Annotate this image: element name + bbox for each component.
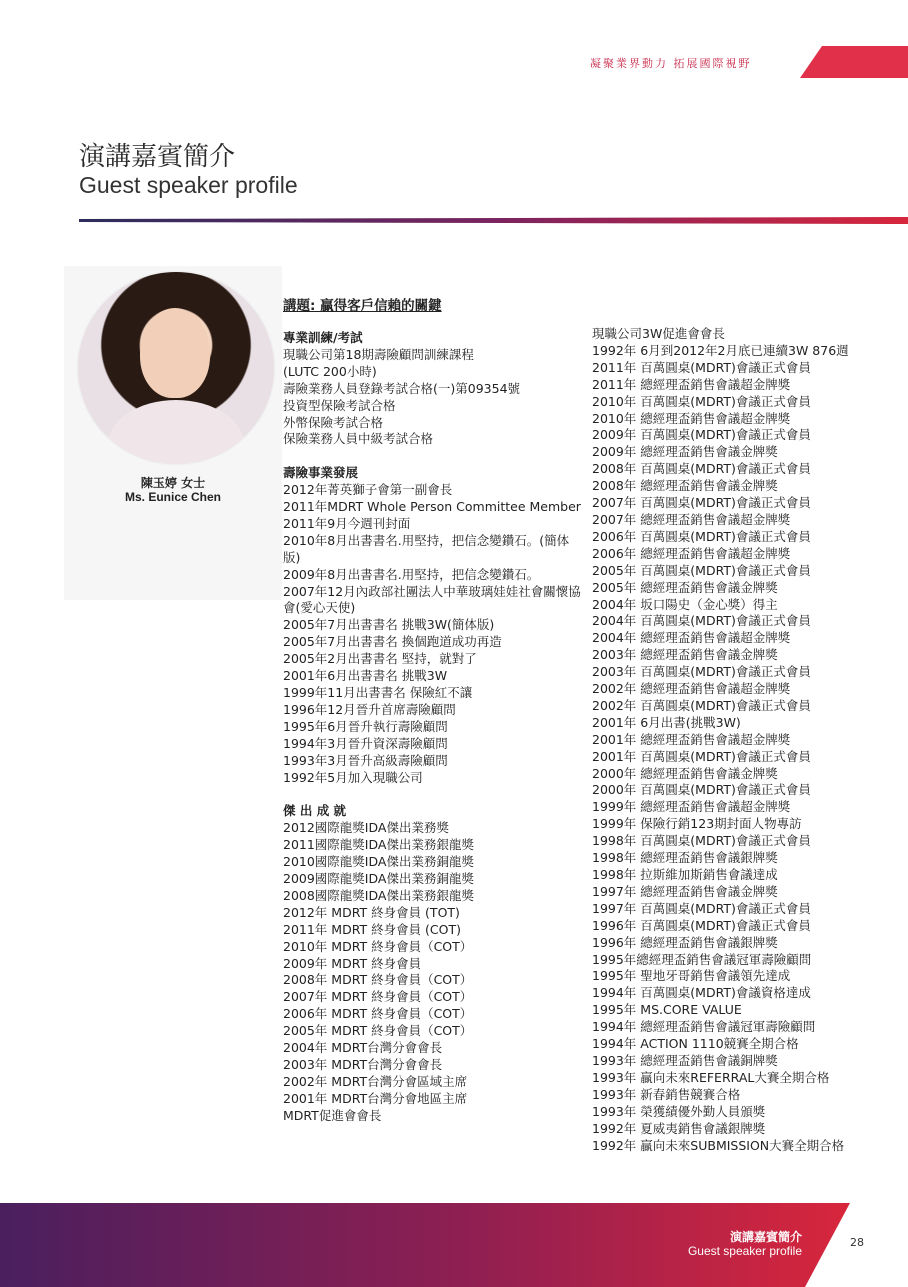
list-item: 1998年 拉斯維加斯銷售會議達成 — [592, 867, 778, 882]
list-item: 1998年 百萬圓桌(MDRT)會議正式會員 — [592, 833, 811, 849]
list-item: 2009年8月出書書名.用堅持，把信念變鑽石。 — [283, 566, 540, 582]
list-item: 2010年 百萬圓桌(MDRT)會議正式會員 — [592, 393, 811, 409]
list-item: 2004年 總經理盃銷售會議超金牌獎 — [592, 630, 791, 646]
list-item: 2012年 MDRT 終身會員 (TOT) — [283, 904, 460, 920]
list-item: 2009年 總經理盃銷售會議金牌獎 — [592, 444, 778, 460]
list-item: 2008年 MDRT 終身會員（COT） — [283, 972, 473, 988]
list-item: 1993年 贏向未來REFERRAL大賽全期合格 — [592, 1069, 830, 1085]
list-item: 2008年 百萬圓桌(MDRT)會議正式會員 — [592, 461, 811, 477]
list-item: 2006年 總經理盃銷售會議超金牌獎 — [592, 545, 791, 561]
list-item: 1994年 ACTION 1110競賽全期合格 — [592, 1036, 799, 1052]
list-item: 2004年 坂口陽史（金心獎）得主 — [592, 596, 778, 612]
list-item: 1994年 總經理盃銷售會議冠軍壽險顧問 — [592, 1019, 816, 1035]
list-item: 2010國際龍獎IDA傑出業務銅龍獎 — [283, 854, 474, 870]
title-divider — [79, 217, 908, 224]
list-item: 1993年 榮獲績優外勤人員頒獎 — [592, 1103, 766, 1119]
training-heading: 專業訓練/考試 — [283, 330, 363, 345]
list-item: 1994年3月晉升資深壽險顧問 — [283, 735, 448, 751]
list-item: 2004年 百萬圓桌(MDRT)會議正式會員 — [592, 613, 811, 629]
list-item: 2011國際龍獎IDA傑出業務銀龍獎 — [283, 837, 474, 853]
list-item: 2011年MDRT Whole Person Committee Member — [283, 499, 581, 515]
speaker-name-en: Ms. Eunice Chen — [124, 490, 222, 504]
list-item: 2011年 總經理盃銷售會議超金牌獎 — [592, 376, 791, 392]
list-item: 2001年 百萬圓桌(MDRT)會議正式會員 — [592, 748, 811, 764]
list-item: 1992年 6月到2012年2月底已連續3W 876週 — [592, 342, 849, 358]
header-slogan: 凝聚業界動力 拓展國際視野 — [590, 57, 752, 70]
list-item: 外幣保險考試合格 — [283, 414, 384, 430]
speaker-photo — [78, 272, 274, 464]
achievements-list — [283, 820, 583, 1124]
list-item: 投資型保險考試合格 — [283, 397, 396, 413]
list-item: 2007年 MDRT 終身會員（COT） — [283, 989, 473, 1005]
list-item: 1998年 總經理盃銷售會議銀牌獎 — [592, 850, 778, 866]
page-number: 28 — [850, 1236, 864, 1249]
list-item: 2006年 百萬圓桌(MDRT)會議正式會員 — [592, 528, 811, 544]
list-item: 2006年 MDRT 終身會員（COT） — [283, 1006, 473, 1022]
list-item: 2007年12月內政部社團法人中華玻璃娃娃社會關懷協會(愛心天使) — [283, 583, 581, 616]
speech-topic: 講題: 贏得客戶信賴的關鍵 — [283, 298, 442, 314]
list-item: 2002年 MDRT台灣分會區域主席 — [283, 1073, 468, 1089]
list-item: 2010年 總經理盃銷售會議超金牌獎 — [592, 410, 791, 426]
list-item: 2004年 MDRT台灣分會會長 — [283, 1040, 443, 1056]
list-item: 2011年 MDRT 終身會員 (COT) — [283, 921, 462, 937]
career-list — [283, 482, 583, 786]
honors-list — [592, 326, 892, 1154]
list-item: 2009國際龍獎IDA傑出業務銅龍獎 — [283, 870, 474, 886]
list-item: 2008國際龍獎IDA傑出業務銀龍獎 — [283, 887, 474, 903]
header-accent-bar — [800, 46, 908, 78]
speaker-name-zh: 陳玉婷 女士 — [140, 476, 206, 490]
footer-title-zh: 演講嘉賓簡介 — [729, 1230, 802, 1244]
career-heading: 壽險事業發展 — [283, 465, 359, 481]
profile-right-column — [592, 326, 892, 1154]
list-item: 2007年 總經理盃銷售會議超金牌獎 — [592, 511, 791, 527]
list-item: 1999年 總經理盃銷售會議超金牌獎 — [592, 799, 791, 815]
list-item: 2001年 總經理盃銷售會議超金牌獎 — [592, 731, 791, 747]
list-item: 2010年 MDRT 終身會員（COT） — [283, 938, 473, 954]
list-item: 1995年總經理盃銷售會議冠軍壽險顧問 — [592, 951, 812, 967]
list-item: 2002年 百萬圓桌(MDRT)會議正式會員 — [592, 697, 811, 713]
page-title-zh: 演講嘉賓簡介 — [79, 142, 236, 172]
list-item: 2000年 百萬圓桌(MDRT)會議正式會員 — [592, 782, 811, 798]
list-item: 2001年 6月出書(挑戰3W) — [592, 714, 741, 730]
list-item: 1999年11月出書書名 保險紅不讓 — [283, 685, 473, 701]
list-item: 1994年 百萬圓桌(MDRT)會議資格達成 — [592, 985, 811, 1001]
list-item: 2005年 MDRT 終身會員（COT） — [283, 1023, 473, 1039]
profile-left-column — [283, 330, 583, 1125]
list-item: 2009年 MDRT 終身會員 — [283, 955, 422, 971]
list-item: 2011年 百萬圓桌(MDRT)會議正式會員 — [592, 359, 811, 375]
list-item: 2001年 MDRT台灣分會地區主席 — [283, 1090, 468, 1106]
list-item: 2003年 百萬圓桌(MDRT)會議正式會員 — [592, 664, 811, 680]
list-item: 壽險業務人員登錄考試合格(一)第09354號 — [283, 380, 521, 396]
achievements-heading: 傑 出 成 就 — [283, 803, 347, 819]
list-item: 1999年 保險行銷123期封面人物專訪 — [592, 816, 802, 832]
list-item: 1992年 夏威夷銷售會議銀牌獎 — [592, 1120, 766, 1136]
list-item: 1997年 百萬圓桌(MDRT)會議正式會員 — [592, 900, 811, 916]
list-item: 1996年 百萬圓桌(MDRT)會議正式會員 — [592, 917, 811, 933]
list-item: 1993年 新春銷售競賽合格 — [592, 1086, 741, 1102]
list-item: 2012國際龍獎IDA傑出業務獎 — [283, 820, 449, 836]
list-item: 2002年 總經理盃銷售會議超金牌獎 — [592, 681, 791, 697]
list-item: 2009年 百萬圓桌(MDRT)會議正式會員 — [592, 427, 811, 443]
list-item: 1992年 贏向未來SUBMISSION大賽全期合格 — [592, 1137, 845, 1153]
list-item: 2005年2月出書書名 堅持，就對了 — [283, 651, 477, 667]
list-item: (LUTC 200小時) — [283, 363, 377, 379]
list-item: 1995年 聖地牙哥銷售會議領先達成 — [592, 968, 791, 984]
training-list — [283, 347, 583, 448]
list-item: 2005年7月出書書名 換個跑道成功再造 — [283, 634, 502, 650]
list-item: 1996年12月晉升首席壽險顧問 — [283, 701, 456, 717]
list-item: 2012年菁英獅子會第一副會長 — [283, 482, 453, 498]
list-item: 2005年7月出書書名 挑戰3W(簡体版) — [283, 617, 495, 633]
list-item: 1993年3月晉升高級壽險顧問 — [283, 752, 448, 768]
list-item: 保險業務人員中級考試合格 — [283, 431, 434, 447]
list-item: 2010年8月出書書名.用堅持，把信念變鑽石。(簡体版) — [283, 532, 570, 565]
list-item: 2001年6月出書書名 挑戰3W — [283, 668, 448, 684]
list-item: 1995年6月晉升執行壽險顧問 — [283, 718, 448, 734]
list-item: MDRT促進會會長 — [283, 1107, 382, 1123]
list-item: 2011年9月今週刊封面 — [283, 515, 411, 531]
list-item: 2005年 總經理盃銷售會議金牌獎 — [592, 579, 778, 595]
list-item: 1997年 總經理盃銷售會議金牌獎 — [592, 883, 778, 899]
page-title-en: Guest speaker profile — [79, 172, 298, 198]
list-item: 1992年5月加入現職公司 — [283, 769, 423, 785]
list-item: 2000年 總經理盃銷售會議金牌獎 — [592, 765, 778, 781]
list-item: 2003年 MDRT台灣分會會長 — [283, 1056, 443, 1072]
list-item: 現職公司3W促進會會長 — [592, 326, 725, 341]
list-item: 1996年 總經理盃銷售會議銀牌獎 — [592, 934, 778, 950]
list-item: 1993年 總經理盃銷售會議銅牌獎 — [592, 1052, 778, 1068]
footer-title-en: Guest speaker profile — [687, 1244, 802, 1258]
list-item: 現職公司第18期壽險顧問訓練課程 — [283, 346, 474, 362]
list-item: 2003年 總經理盃銷售會議金牌獎 — [592, 647, 778, 663]
list-item: 1995年 MS.CORE VALUE — [592, 1002, 742, 1018]
list-item: 2008年 總經理盃銷售會議金牌獎 — [592, 478, 778, 494]
list-item: 2005年 百萬圓桌(MDRT)會議正式會員 — [592, 562, 811, 578]
list-item: 2007年 百萬圓桌(MDRT)會議正式會員 — [592, 495, 811, 511]
